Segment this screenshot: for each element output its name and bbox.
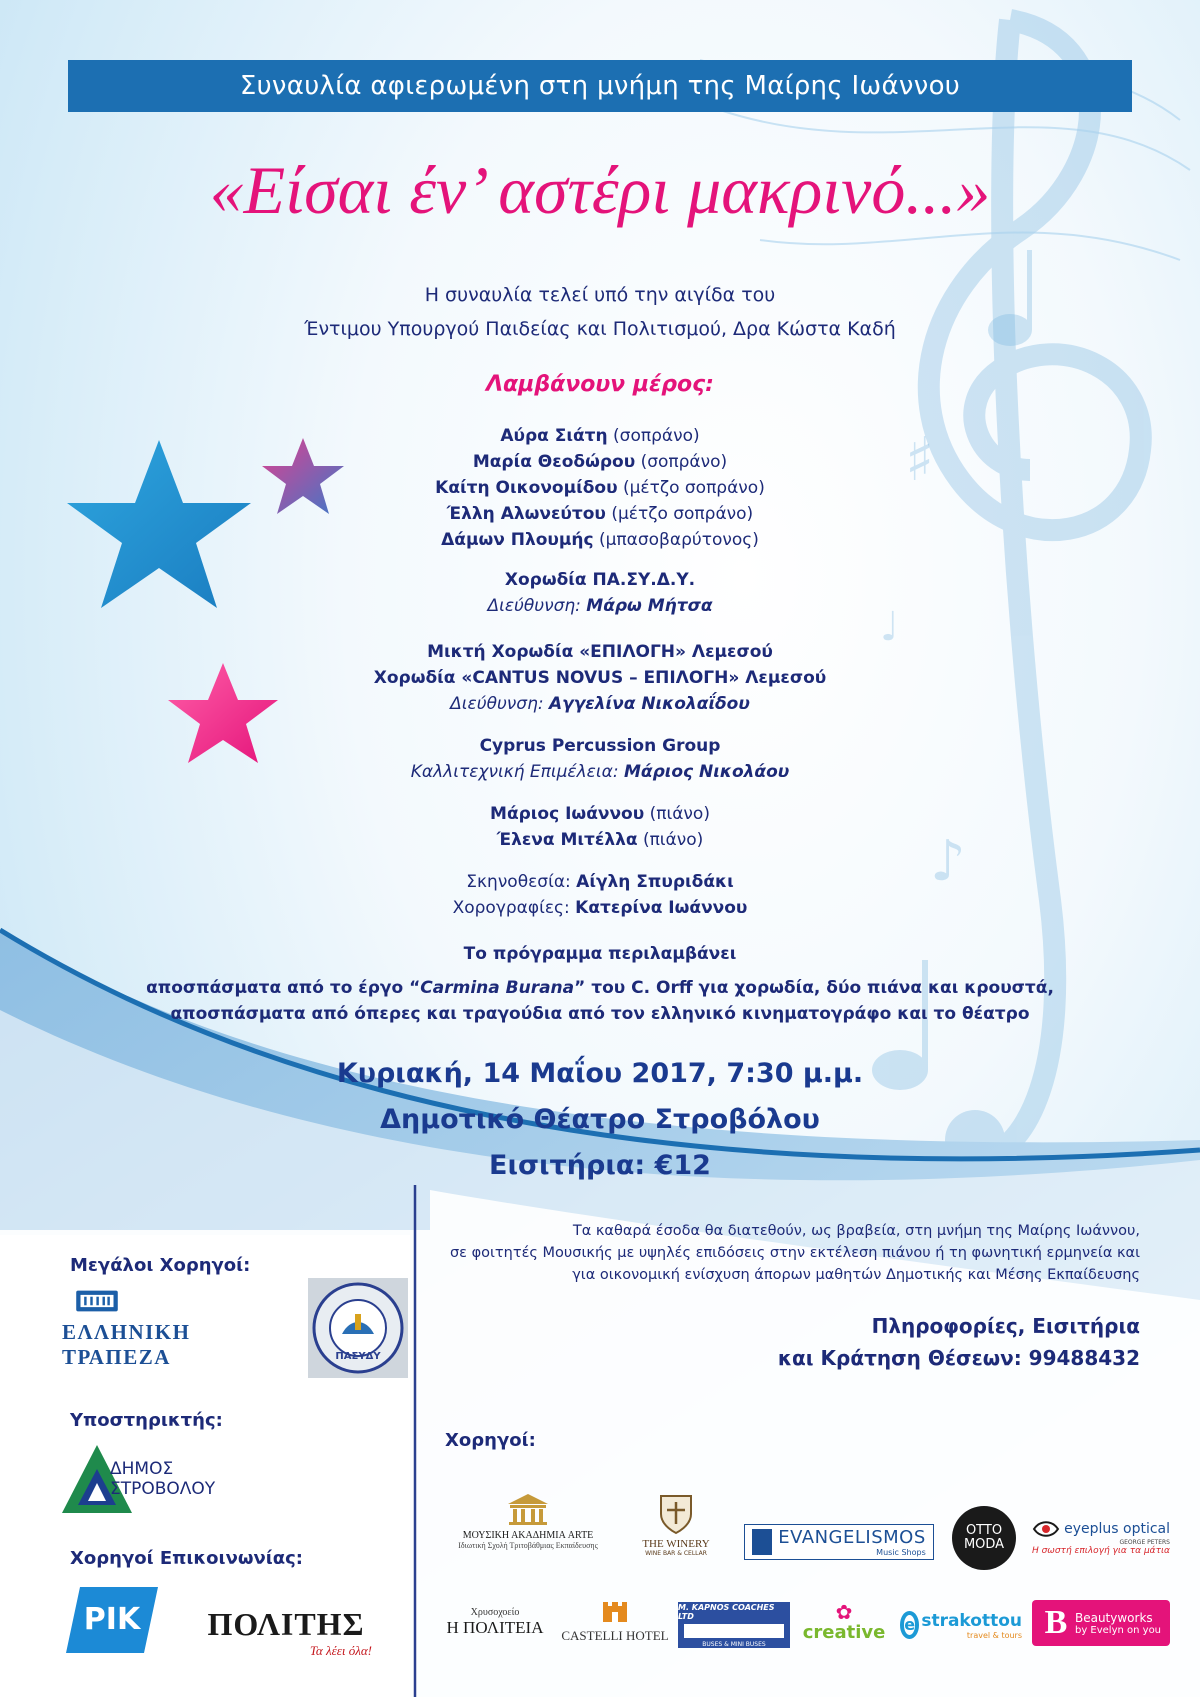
proceeds-line-3: για οικονομική ενίσχυση άπορων μαθητών Δημοτικής και Μέσης Εκπαίδευσης — [572, 1267, 1140, 1283]
patronage-line-1: Η συναυλία τελεί υπό την αιγίδα του — [424, 284, 776, 306]
beautyworks-mark-icon: B — [1044, 1604, 1068, 1641]
info-line-2: και Κράτηση Θέσεων: 99488432 — [777, 1346, 1140, 1370]
event-tickets: Εισιτήρια: €12 — [489, 1150, 711, 1181]
ottomoda-logo — [952, 1506, 1016, 1570]
program-line-2: αποσπάσματα από το έργο “Carmina Burana” του C. Orff για χορωδία, δύο πιάνα και κρουστά, — [146, 978, 1054, 998]
participants-title: Λαμβάνουν μέρος: — [486, 372, 714, 397]
strakottou-name: strakottou — [921, 1610, 1022, 1631]
pianist-2: Έλενα Μιτέλλα (πιάνο) — [496, 830, 704, 850]
castle-icon — [600, 1594, 630, 1624]
eyeplus-logo — [1024, 1512, 1170, 1562]
bank-logo — [62, 1290, 302, 1370]
politeia-logo — [440, 1598, 550, 1646]
strakottou-mark-icon: e — [900, 1611, 919, 1639]
program-line-3: αποσπάσματα από όπερες και τραγούδια από τον ελληνικό κινηματογράφο και το θέατρο — [170, 1004, 1030, 1024]
percussion-curator: Καλλιτεχνική Επιμέλεια: Μάριος Νικολάου — [410, 762, 790, 782]
proceeds-line-1: Τα καθαρά έσοδα θα διατεθούν, ως βραβεία, στη μνήμη της Μαίρης Ιωάννου, — [572, 1223, 1140, 1239]
eyeplus-owner: GEORGE PETERS — [1119, 1538, 1170, 1546]
evangelismos-mark-icon — [752, 1529, 772, 1555]
rik-logo — [66, 1585, 158, 1655]
strovolos-logo — [60, 1440, 250, 1518]
eyeplus-name: eyeplus optical — [1064, 1520, 1170, 1537]
arte-subtitle: Ιδιωτική Σχολή Τριτοβάθμιας Εκπαίδευσης — [458, 1541, 598, 1550]
soloist-2: Μαρία Θεοδώρου (σοπράνο) — [472, 452, 728, 472]
patronage-line-2: Έντιμου Υπουργού Παιδείας και Πολιτισμού, Δρα Κώστα Καδή — [304, 318, 896, 340]
eye-icon — [1032, 1519, 1060, 1539]
bank-name: ΕΛΛΗΝΙΚΗ ΤΡΑΠΕΖΑ — [62, 1320, 191, 1369]
politis-logo — [186, 1600, 386, 1664]
svg-text:♯: ♯ — [905, 425, 935, 495]
soloist-5: Δάμων Πλουμής (μπασοβαρύτονος) — [441, 530, 759, 550]
svg-text:♩: ♩ — [880, 604, 899, 650]
politeia-line-1: Χρυσοχοείο — [470, 1606, 520, 1618]
choir-2-name-1: Μικτή Χορωδία «ΕΠΙΛΟΓΗ» Λεμεσού — [427, 642, 773, 662]
pasydy-emblem-icon — [308, 1278, 408, 1378]
politis-name: ΠΟΛΙΤΗΣ — [207, 1605, 365, 1642]
choir-2-director: Διεύθυνση: Αγγελίνα Νικολαΐδου — [450, 694, 750, 714]
creative-logo — [796, 1594, 892, 1650]
rik-name: ΡΙΚ — [83, 1602, 141, 1637]
soloist-1: Αύρα Σιάτη (σοπράνο) — [500, 426, 700, 446]
soloist-4: Έλλη Αλωνεύτου (μέτζο σοπράνο) — [446, 504, 754, 524]
winery-subtitle: WINE BAR & CELLAR — [645, 1549, 707, 1557]
evangelismos-logo — [744, 1524, 934, 1560]
pasydy-logo — [308, 1278, 408, 1378]
program-line-1: Το πρόγραμμα περιλαμβάνει — [463, 944, 737, 964]
media-sponsors-label: Χορηγοί Επικοινωνίας: — [70, 1548, 303, 1569]
evangelismos-subtitle: Music Shops — [876, 1548, 926, 1557]
beautyworks-subtitle: by Evelyn on you — [1074, 1624, 1162, 1636]
info-line-1: Πληροφορίες, Εισιτήρια — [871, 1314, 1140, 1338]
svg-text:♪: ♪ — [930, 829, 966, 894]
event-date: Κυριακή, 14 Μαΐου 2017, 7:30 μ.μ. — [336, 1058, 864, 1089]
beautyworks-logo — [1032, 1600, 1170, 1646]
strakottou-subtitle: travel & tours — [966, 1630, 1022, 1640]
staging-credit: Σκηνοθεσία: Αίγλη Σπυριδάκι — [466, 872, 734, 892]
eyeplus-tagline: Η σωστή επιλογή για τα μάτια — [1031, 1545, 1170, 1556]
supporter-label: Υποστηρικτής: — [70, 1410, 223, 1431]
politis-tagline: Τα λέει όλα! — [309, 1642, 372, 1658]
winery-logo — [634, 1478, 718, 1568]
choir-2-name-2: Χορωδία «CANTUS NOVUS – ΕΠΙΛΟΓΗ» Λεμεσού — [373, 668, 827, 688]
strovolos-line-2: ΣΤΡΟΒΟΛΟΥ — [110, 1479, 216, 1499]
bus-icon — [684, 1624, 784, 1638]
castelli-name: CASTELLI HOTEL — [561, 1628, 669, 1643]
winery-crest-icon — [653, 1490, 699, 1536]
strovolos-line-1: ΔΗΜΟΣ — [110, 1459, 174, 1479]
header-band: Συναυλία αφιερωμένη στη μνήμη της Μαίρης Ιωάννου — [68, 60, 1132, 112]
flower-icon: ✿ — [835, 1599, 853, 1624]
castelli-logo — [560, 1586, 670, 1652]
choir-1-name: Χορωδία ΠΑ.ΣΥ.Δ.Υ. — [504, 570, 696, 590]
creative-name: creative — [802, 1621, 886, 1643]
percussion-name: Cyprus Percussion Group — [479, 736, 721, 756]
arte-building-icon — [506, 1492, 550, 1526]
strakottou-logo — [900, 1600, 1022, 1650]
winery-name: THE WINERY — [642, 1537, 710, 1550]
beautyworks-name: Beautyworks — [1074, 1610, 1153, 1625]
proceeds-line-2: σε φοιτητές Μουσικής με υψηλές επιδόσεις στην εκτέλεση πιάνου ή τη φωνητική ερμηνεία και — [449, 1245, 1140, 1261]
pasydy-name: ΠΑΣΥΔΥ — [335, 1351, 381, 1362]
politeia-line-2: Η ΠΟΛΙΤΕΙΑ — [446, 1617, 544, 1637]
kapnos-logo — [678, 1602, 790, 1648]
pianist-1: Μάριος Ιωάννου (πιάνο) — [490, 804, 710, 824]
bank-emblem-icon — [62, 1290, 132, 1312]
major-sponsors-label: Μεγάλοι Χορηγοί: — [70, 1255, 251, 1276]
arte-logo — [440, 1488, 616, 1554]
arte-name: ΜΟΥΣΙΚΗ ΑΚΑΔΗΜΙΑ ARTE — [462, 1530, 594, 1541]
ottomoda-line-2: MODA — [963, 1537, 1005, 1552]
ottomoda-line-1: OTTO — [965, 1523, 1003, 1538]
choir-1-director: Διεύθυνση: Μάρω Μήτσα — [487, 596, 713, 616]
event-venue: Δημοτικό Θέατρο Στροβόλου — [380, 1104, 820, 1135]
choreography-credit: Χορογραφίες: Κατερίνα Ιωάννου — [452, 898, 748, 918]
evangelismos-name: EVANGELISMOS — [778, 1527, 926, 1548]
kapnos-subtitle: BUSES & MINI BUSES — [702, 1640, 766, 1648]
kapnos-name: M. KAPNOS COACHES LTD — [678, 1602, 775, 1621]
concert-title: «Είσαι έν’ αστέρι μακρινό...» — [209, 152, 991, 228]
strovolos-name — [110, 1459, 215, 1499]
star-purple-small — [262, 438, 344, 514]
sponsors-label: Χορηγοί: — [445, 1430, 536, 1451]
soloist-3: Καίτη Οικονομίδου (μέτζο σοπράνο) — [435, 478, 765, 498]
